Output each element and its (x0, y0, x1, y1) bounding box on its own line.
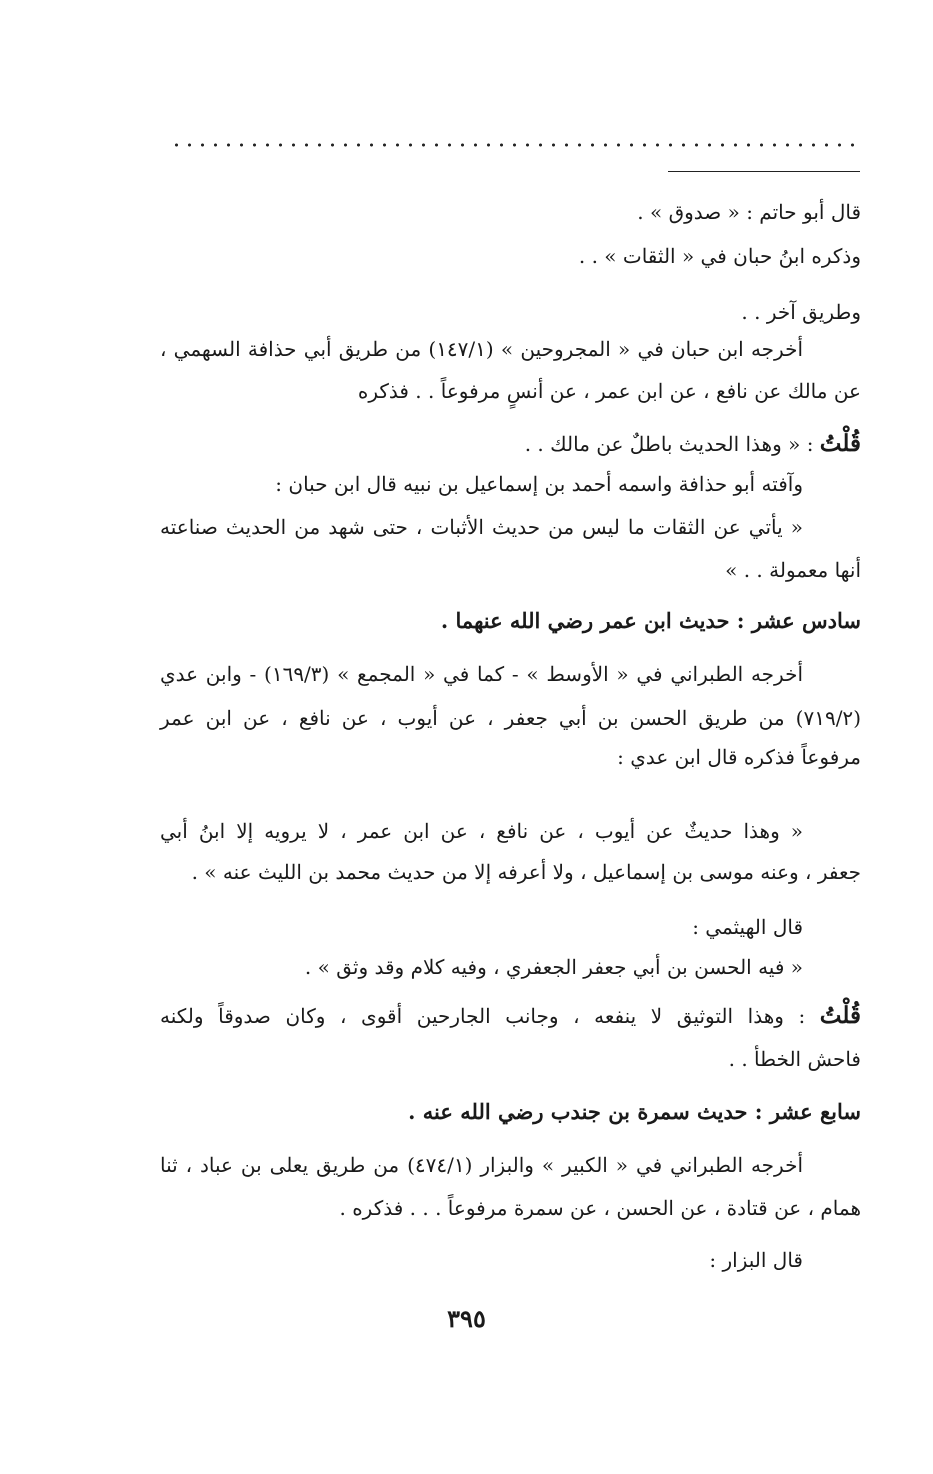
text-line: وذكره ابنُ حبان في « الثقات » . . (578, 244, 861, 268)
footnote-rule (668, 171, 860, 172)
text-line: أخرجه ابن حبان في « المجروحين » (١٤٧/١) من طريق أبي حذافة السهمي ، (160, 337, 803, 361)
qultu-line (160, 1001, 861, 1031)
qultu-keyword: قُلْتُ (819, 1002, 861, 1029)
section-heading: سابع عشر : حديث سمرة بن جندب رضي الله عنه . (408, 1099, 861, 1124)
text-line: فاحش الخطأ . . (728, 1047, 861, 1071)
text-line: وآفته أبو حذافة واسمه أحمد بن إسماعيل بن نبيه قال ابن حبان : (275, 472, 803, 496)
text-line: وطريق آخر . . (741, 300, 861, 324)
text-line: « وهذا حديثٌ عن أيوب ، عن نافع ، عن ابن عمر ، لا يرويه إلا ابنُ أبي (160, 819, 803, 843)
text-line: أنها معمولة . . » (725, 558, 861, 582)
text-line: « فيه الحسن بن أبي جعفر الجعفري ، وفيه كلام وقد وثق » . (304, 955, 803, 979)
section-heading: سادس عشر : حديث ابن عمر رضي الله عنهما . (440, 608, 861, 633)
text-line: أخرجه الطبراني في « الأوسط » - كما في « المجمع » (١٦٩/٣) - وابن عدي (160, 662, 803, 686)
text-line: « يأتي عن الثقات ما ليس من حديث الأثبات ، حتى شهد من الحديث صناعته (160, 515, 803, 539)
text-line: أخرجه الطبراني في « الكبير » والبزار (٤٧٤/١) من طريق يعلى بن عباد ، ثنا (160, 1153, 803, 1177)
qultu-text: : وهذا التوثيق لا ينفعه ، وجانب الجارحين أقوى ، وكان صدوقاً ولكنه (160, 1004, 806, 1028)
text-line: (٧١٩/٢) من طريق الحسن بن أبي جعفر ، عن أيوب ، عن نافع ، عن ابن عمر (160, 706, 861, 730)
text-line: عن مالك عن نافع ، عن ابن عمر ، عن أنسٍ مرفوعاً . . فذكره (357, 379, 861, 403)
text-line: قال أبو حاتم : « صدوق » . (637, 200, 861, 224)
text-line: جعفر ، وعنه موسى بن إسماعيل ، ولا أعرفه إلا من حديث محمد بن الليث عنه » . (191, 860, 861, 884)
qultu-line (525, 429, 861, 459)
qultu-keyword: قُلْتُ (819, 430, 861, 457)
text-line: مرفوعاً فذكره قال ابن عدي : (617, 745, 861, 769)
text-line: قال الهيثمي : (692, 915, 803, 939)
text-line: قال البزار : (709, 1248, 803, 1272)
page-number: ٣٩٥ (447, 1304, 486, 1333)
qultu-text: : « وهذا الحديث باطلٌ عن مالك . . (524, 432, 814, 456)
text-line: همام ، عن قتادة ، عن الحسن ، عن سمرة مرفوعاً . . . فذكره . (339, 1196, 861, 1220)
dotted-separator (170, 140, 860, 150)
